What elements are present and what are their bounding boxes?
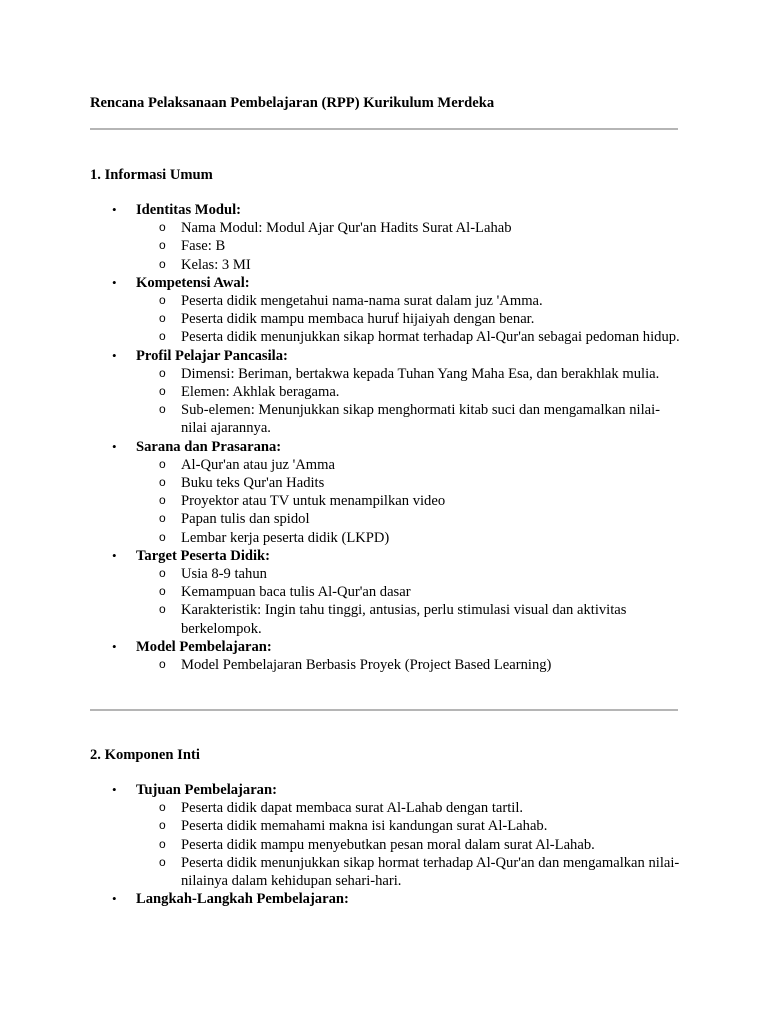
circle-bullet-icon: o [159, 602, 166, 617]
circle-bullet-icon: o [159, 511, 166, 526]
bullet-item [90, 781, 690, 890]
sub-item [136, 256, 681, 274]
sub-item-text: Model Pembelajaran Berbasis Proyek (Project Based Learning) [181, 657, 552, 674]
sub-item [136, 565, 681, 583]
sub-list [136, 565, 690, 638]
bullet-label: Kompetensi Awal: [136, 274, 250, 291]
circle-bullet-icon: o [159, 329, 166, 344]
circle-bullet-icon: o [159, 493, 166, 508]
sub-list [136, 292, 690, 347]
bullet-icon: • [112, 638, 117, 654]
circle-bullet-icon: o [159, 818, 166, 833]
sub-item-text: Peserta didik menunjukkan sikap hormat terhadap Al-Qur'an sebagai pedoman hidup. [181, 329, 680, 346]
circle-bullet-icon: o [159, 220, 166, 235]
horizontal-rule-top [90, 128, 678, 130]
circle-bullet-icon: o [159, 566, 166, 581]
circle-bullet-icon: o [159, 529, 166, 544]
sub-item [136, 656, 681, 674]
bullet-item [90, 890, 690, 908]
circle-bullet-icon: o [159, 584, 166, 599]
circle-bullet-icon: o [159, 384, 166, 399]
bullet-item [90, 438, 690, 547]
sub-item [136, 529, 681, 547]
sub-item-text: Fase: B [181, 238, 226, 255]
circle-bullet-icon: o [159, 800, 166, 815]
bullet-label: Target Peserta Didik: [136, 547, 271, 564]
bullet-label: Identitas Modul: [136, 202, 242, 218]
section-heading-informasi-umum: 1. Informasi Umum [90, 167, 213, 183]
sub-item-text: Nama Modul: Modul Ajar Qur'an Hadits Surat Al-Lahab [181, 220, 512, 237]
bullet-item [90, 274, 690, 347]
section1-bullet-list [90, 201, 690, 674]
sub-item-text: Usia 8-9 tahun [181, 566, 267, 583]
circle-bullet-icon: o [159, 456, 166, 471]
bullet-icon: • [112, 202, 117, 217]
sub-item [136, 583, 681, 601]
sub-item-text: Kemampuan baca tulis Al-Qur'an dasar [181, 584, 411, 601]
section-heading-komponen-inti: 2. Komponen Inti [90, 747, 200, 763]
sub-list [136, 656, 690, 674]
sub-item-text: Peserta didik menunjukkan sikap hormat terhadap Al-Qur'an dan mengamalkan nilai-nilainya dalam kehidupan sehari-hari. [181, 854, 680, 890]
circle-bullet-icon: o [159, 854, 166, 869]
bullet-icon: • [112, 347, 117, 363]
circle-bullet-icon: o [159, 475, 166, 490]
bullet-item [90, 201, 690, 274]
bullet-icon: • [112, 274, 117, 290]
sub-item-text: Peserta didik mampu menyebutkan pesan moral dalam surat Al-Lahab. [181, 836, 595, 853]
sub-item [136, 799, 681, 817]
circle-bullet-icon: o [159, 657, 166, 672]
circle-bullet-icon: o [159, 238, 166, 253]
sub-item [136, 836, 681, 854]
circle-bullet-icon: o [159, 256, 166, 271]
sub-item-text: Peserta didik mampu membaca huruf hijaiyah dengan benar. [181, 311, 535, 328]
sub-item-text: Proyektor atau TV untuk menampilkan video [181, 493, 446, 510]
sub-item [136, 817, 681, 835]
bullet-icon: • [112, 547, 117, 563]
bullet-label: Profil Pelajar Pancasila: [136, 347, 288, 364]
bullet-label: Langkah-Langkah Pembelajaran: [136, 891, 349, 908]
bullet-label: Tujuan Pembelajaran: [136, 782, 277, 798]
sub-item-text: Lembar kerja peserta didik (LKPD) [181, 529, 390, 546]
circle-bullet-icon: o [159, 402, 166, 417]
circle-bullet-icon: o [159, 836, 166, 851]
sub-item [136, 854, 681, 890]
sub-list [136, 799, 690, 890]
sub-item [136, 401, 681, 437]
sub-item [136, 474, 681, 492]
section2-bullet-list [90, 781, 690, 908]
sub-item-text: Buku teks Qur'an Hadits [181, 475, 325, 492]
sub-item [136, 601, 681, 637]
sub-item-text: Peserta didik memahami makna isi kandungan surat Al-Lahab. [181, 818, 548, 835]
sub-list [136, 365, 690, 438]
document-title: Rencana Pelaksanaan Pembelajaran (RPP) Kurikulum Merdeka [90, 95, 495, 111]
horizontal-rule-middle [90, 709, 678, 711]
sub-item [136, 510, 681, 528]
sub-list [136, 456, 690, 547]
circle-bullet-icon: o [159, 293, 166, 308]
sub-item-text: Al-Qur'an atau juz 'Amma [181, 456, 335, 473]
sub-item-text: Elemen: Akhlak beragama. [181, 384, 340, 401]
bullet-icon: • [112, 891, 117, 907]
sub-item [136, 492, 681, 510]
sub-item-text: Sub-elemen: Menunjukkan sikap menghormati kitab suci dan mengamalkan nilai-nilai ajarannya. [181, 402, 661, 437]
sub-item [136, 237, 681, 255]
circle-bullet-icon: o [159, 311, 166, 326]
sub-item [136, 383, 681, 401]
bullet-item [90, 638, 690, 674]
bullet-label: Sarana dan Prasarana: [136, 438, 282, 455]
sub-item [136, 456, 681, 474]
sub-item-text: Peserta didik mengetahui nama-nama surat dalam juz 'Amma. [181, 293, 543, 310]
bullet-item [90, 547, 690, 638]
bullet-icon: • [112, 782, 117, 797]
sub-item [136, 292, 681, 310]
sub-item [136, 219, 681, 237]
sub-item-text: Karakteristik: Ingin tahu tinggi, antusias, perlu stimulasi visual dan aktivitas berkelompok. [181, 602, 627, 637]
sub-item [136, 365, 681, 383]
sub-list [136, 219, 690, 274]
sub-item-text: Dimensi: Beriman, bertakwa kepada Tuhan Yang Maha Esa, dan berakhlak mulia. [181, 365, 660, 382]
bullet-icon: • [112, 438, 117, 454]
circle-bullet-icon: o [159, 365, 166, 380]
bullet-item [90, 347, 690, 438]
sub-item [136, 310, 681, 328]
sub-item-text: Kelas: 3 MI [181, 256, 251, 273]
sub-item-text: Peserta didik dapat membaca surat Al-Lahab dengan tartil. [181, 800, 524, 817]
bullet-label: Model Pembelajaran: [136, 638, 272, 655]
sub-item-text: Papan tulis dan spidol [181, 511, 310, 528]
sub-item [136, 328, 681, 346]
